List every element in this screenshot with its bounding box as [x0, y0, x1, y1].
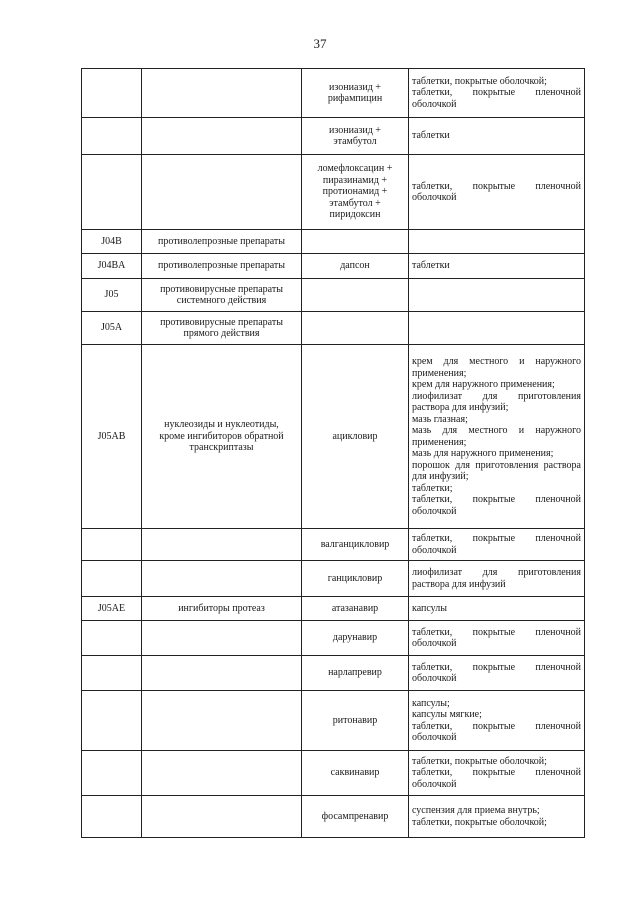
drug-name-line: этамбутол — [333, 136, 377, 147]
table-row — [82, 312, 585, 345]
table-row — [82, 796, 585, 838]
drug-name-line: ритонавир — [332, 714, 378, 726]
table-row — [82, 597, 585, 621]
atc-code-cell: J04B — [82, 230, 142, 254]
drug-name-cell — [302, 312, 409, 345]
dosage-form-item: таблетки, покрытые оболочкой; — [412, 816, 547, 828]
table-row — [82, 69, 585, 118]
drug-table — [81, 68, 585, 838]
drug-name-cell — [302, 155, 409, 230]
group-name-cell — [142, 656, 302, 691]
group-name-cell — [142, 118, 302, 155]
dosage-form-item: таблетки — [412, 130, 450, 142]
dosage-form-cell — [409, 279, 585, 312]
group-name-line: прямого действия — [183, 328, 260, 339]
page-number: 37 — [313, 36, 327, 51]
table-row — [82, 561, 585, 597]
dosage-form-cell — [409, 155, 585, 230]
dosage-form-item: капсулы мягкие; — [412, 709, 482, 720]
dosage-form-item: порошок для приготовления раствора для инфузий; — [412, 459, 581, 482]
atc-code-cell: J05A — [82, 312, 142, 345]
drug-name-cell — [302, 345, 409, 529]
group-name-line: ингибиторы протеаз — [178, 602, 265, 614]
group-name-cell — [142, 345, 302, 529]
group-name-line: противовирусные препараты — [160, 283, 283, 295]
dosage-form-cell — [409, 656, 585, 691]
dosage-form-cell — [409, 691, 585, 751]
dosage-form-item: лиофилизат для приготовления раствора для инфузий; — [412, 390, 581, 413]
dosage-form-item: таблетки, покрытые оболочкой; — [412, 75, 547, 87]
group-name-line: противолепрозные препараты — [157, 260, 286, 272]
atc-code-cell — [82, 561, 142, 597]
atc-code-cell — [82, 69, 142, 118]
dosage-form-item: крем для местного и наружного применения; — [412, 356, 581, 379]
drug-name-line: ганцикловир — [327, 572, 383, 584]
group-name-cell — [142, 691, 302, 751]
drug-name-cell — [302, 621, 409, 656]
atc-code-cell: J05AB — [82, 345, 142, 529]
drug-name-line: ацикловир — [332, 430, 378, 442]
group-name-cell — [142, 69, 302, 118]
group-name-cell — [142, 529, 302, 561]
dosage-form-item: лиофилизат для приготовления раствора для инфузий — [412, 567, 581, 590]
dosage-form-cell — [409, 254, 585, 279]
atc-code-cell — [82, 656, 142, 691]
drug-name-cell — [302, 751, 409, 796]
drug-name-cell — [302, 279, 409, 312]
drug-name-cell — [302, 796, 409, 838]
dosage-form-item: таблетки — [412, 260, 450, 272]
dosage-form-item: капсулы; — [412, 697, 450, 709]
drug-name-line: пиразинамид + — [322, 174, 388, 186]
dosage-form-cell — [409, 118, 585, 155]
dosage-form-cell — [409, 796, 585, 838]
table-row — [82, 751, 585, 796]
dosage-form-cell — [409, 69, 585, 118]
group-name-line: противовирусные препараты — [160, 316, 283, 328]
dosage-form-cell — [409, 230, 585, 254]
drug-name-line: изониазид + — [329, 81, 381, 93]
table-row — [82, 118, 585, 155]
table-row — [82, 279, 585, 312]
dosage-form-item: таблетки, покрытые оболочкой; — [412, 755, 547, 767]
dosage-form-item: мазь глазная; — [412, 413, 468, 425]
drug-name-cell — [302, 656, 409, 691]
drug-name-cell — [302, 691, 409, 751]
table-row — [82, 345, 585, 529]
atc-code-cell: J05AE — [82, 597, 142, 621]
dosage-form-item: суспензия для приема внутрь; — [412, 805, 540, 816]
drug-name-cell — [302, 230, 409, 254]
drug-name-cell — [302, 254, 409, 279]
group-name-cell — [142, 796, 302, 838]
atc-code-cell: J05 — [82, 279, 142, 312]
group-name-line: нуклеозиды и нуклеотиды, — [164, 419, 279, 431]
table-row — [82, 254, 585, 279]
dosage-form-item: таблетки, покрытые пленочной оболочкой — [412, 626, 581, 649]
drug-name-line: дапсон — [340, 260, 370, 272]
table-row — [82, 529, 585, 561]
dosage-form-item: крем для наружного применения; — [412, 379, 555, 390]
dosage-form-item: таблетки, покрытые пленочной оболочкой — [412, 180, 581, 203]
dosage-form-item: таблетки, покрытые пленочной оболочкой — [412, 533, 581, 556]
drug-name-line: нарлапревир — [328, 667, 382, 679]
table-row — [82, 621, 585, 656]
drug-name-line: протионамид + — [322, 186, 388, 198]
table-row — [82, 656, 585, 691]
drug-name-line: валганцикловир — [320, 538, 390, 550]
table-row — [82, 230, 585, 254]
dosage-form-cell — [409, 621, 585, 656]
group-name-line: противолепрозные препараты — [157, 235, 286, 247]
group-name-line: системного действия — [176, 295, 267, 306]
drug-name-line: этамбутол + — [329, 197, 381, 209]
dosage-form-item: таблетки; — [412, 482, 453, 494]
table-row — [82, 691, 585, 751]
drug-name-cell — [302, 118, 409, 155]
group-name-cell — [142, 230, 302, 254]
dosage-form-item: мазь для наружного применения; — [412, 448, 554, 459]
drug-name-line: рифампицин — [327, 93, 383, 104]
drug-name-line: пиридоксин — [329, 209, 381, 221]
drug-name-line: дарунавир — [332, 632, 378, 644]
group-name-cell — [142, 597, 302, 621]
group-name-cell — [142, 279, 302, 312]
dosage-form-item: таблетки, покрытые пленочной оболочкой — [412, 720, 581, 743]
atc-code-cell — [82, 751, 142, 796]
group-name-cell — [142, 621, 302, 656]
atc-code-cell — [82, 796, 142, 838]
atc-code-cell — [82, 118, 142, 155]
atc-code-cell — [82, 621, 142, 656]
drug-name-cell — [302, 561, 409, 597]
dosage-form-item: мазь для местного и наружного применения; — [412, 425, 581, 448]
group-name-cell — [142, 254, 302, 279]
dosage-form-item: таблетки, покрытые пленочной оболочкой — [412, 767, 581, 790]
drug-name-cell — [302, 69, 409, 118]
atc-code-cell: J04BA — [82, 254, 142, 279]
drug-name-line: саквинавир — [330, 767, 380, 779]
dosage-form-item: таблетки, покрытые пленочной оболочкой — [412, 494, 581, 517]
group-name-cell — [142, 561, 302, 597]
group-name-line: транскриптазы — [189, 442, 254, 454]
drug-name-line: ломефлоксацин + — [317, 163, 393, 175]
dosage-form-item: таблетки, покрытые пленочной оболочкой — [412, 87, 581, 110]
group-name-cell — [142, 312, 302, 345]
atc-code-cell — [82, 155, 142, 230]
drug-name-line: атазанавир — [331, 602, 379, 614]
dosage-form-cell — [409, 561, 585, 597]
atc-code-cell — [82, 691, 142, 751]
dosage-form-cell — [409, 597, 585, 621]
drug-name-cell — [302, 597, 409, 621]
drug-name-line: изониазид + — [329, 124, 381, 136]
dosage-form-item: таблетки, покрытые пленочной оболочкой — [412, 661, 581, 684]
table-row — [82, 155, 585, 230]
group-name-cell — [142, 155, 302, 230]
drug-name-line: фосампренавир — [321, 810, 389, 822]
group-name-cell — [142, 751, 302, 796]
group-name-line: кроме ингибиторов обратной — [159, 430, 284, 442]
dosage-form-cell — [409, 529, 585, 561]
dosage-form-cell — [409, 345, 585, 529]
table-body — [82, 69, 585, 838]
drug-name-cell — [302, 529, 409, 561]
dosage-form-cell — [409, 312, 585, 345]
dosage-form-cell — [409, 751, 585, 796]
dosage-form-item: капсулы — [412, 602, 447, 614]
atc-code-cell — [82, 529, 142, 561]
